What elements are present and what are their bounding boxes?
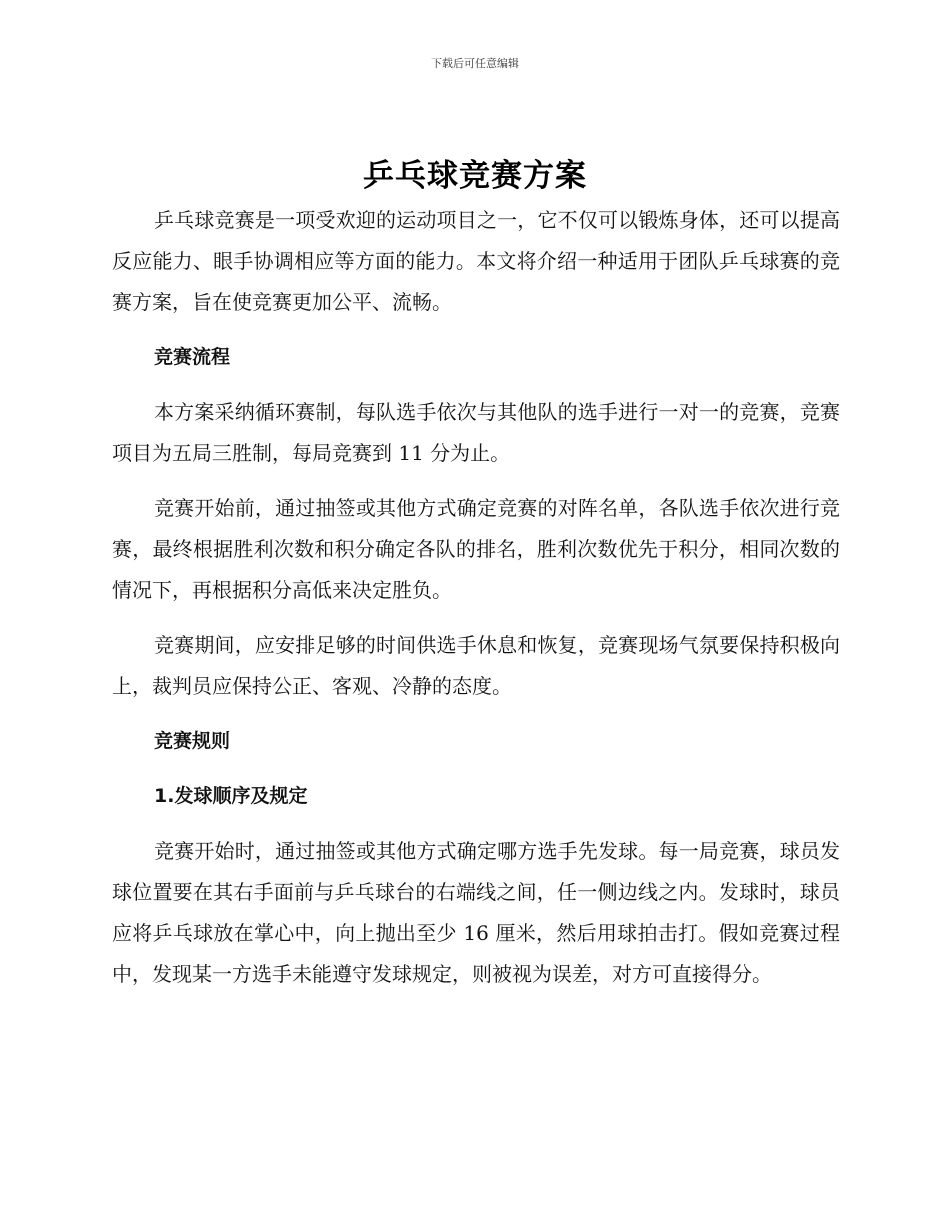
body-paragraph: 竞赛期间，应安排足够的时间供选手休息和恢复，竞赛现场气氛要保持积极向上，裁判员应保持公正、客观、冷静的态度。 — [112, 633, 840, 698]
body-paragraph: 竞赛开始前，通过抽签或其他方式确定竞赛的对阵名单，各队选手依次进行竞赛，最终根据胜利次数和积分确定各队的排名，胜利次数优先于积分，相同次数的情况下，再根据积分高低来决定胜负。 — [112, 496, 840, 602]
section-process — [112, 337, 840, 707]
intro-paragraph: 乒乓球竞赛是一项受欢迎的运动项目之一，它不仅可以锻炼身体，还可以提高反应能力、眼手协调相应等方面的能力。本文将介绍一种适用于团队乒乓球赛的竞赛方案，旨在使竞赛更加公平、流畅。 — [112, 208, 840, 314]
document-title: 乒乓球竞赛方案 — [363, 158, 587, 194]
body-paragraph: 竞赛开始时，通过抽签或其他方式确定哪方选手先发球。每一局竞赛，球员发球位置要在其右手面前与乒乓球台的右端线之间，任一侧边线之内。发球时，球员应将乒乓球放在掌心中，向上抛出至少 16 厘米，然后用球拍击打。假如竞赛过程中，发现某一方选手未能遵守发球规定，则被视为误差，对方可直接得分。 — [112, 839, 840, 986]
section-heading: 竞赛流程 — [154, 346, 231, 368]
header-note: 下载后可任意编辑 — [431, 57, 519, 70]
section-subheading: 1.发球顺序及规定 — [154, 785, 308, 807]
body-paragraph: 本方案采纳循环赛制，每队选手依次与其他队的选手进行一对一的竞赛，竞赛项目为五局三胜制，每局竞赛到 11 分为止。 — [112, 400, 840, 465]
document-body — [112, 200, 840, 995]
section-rules — [112, 721, 840, 995]
section-heading: 竞赛规则 — [154, 730, 231, 752]
